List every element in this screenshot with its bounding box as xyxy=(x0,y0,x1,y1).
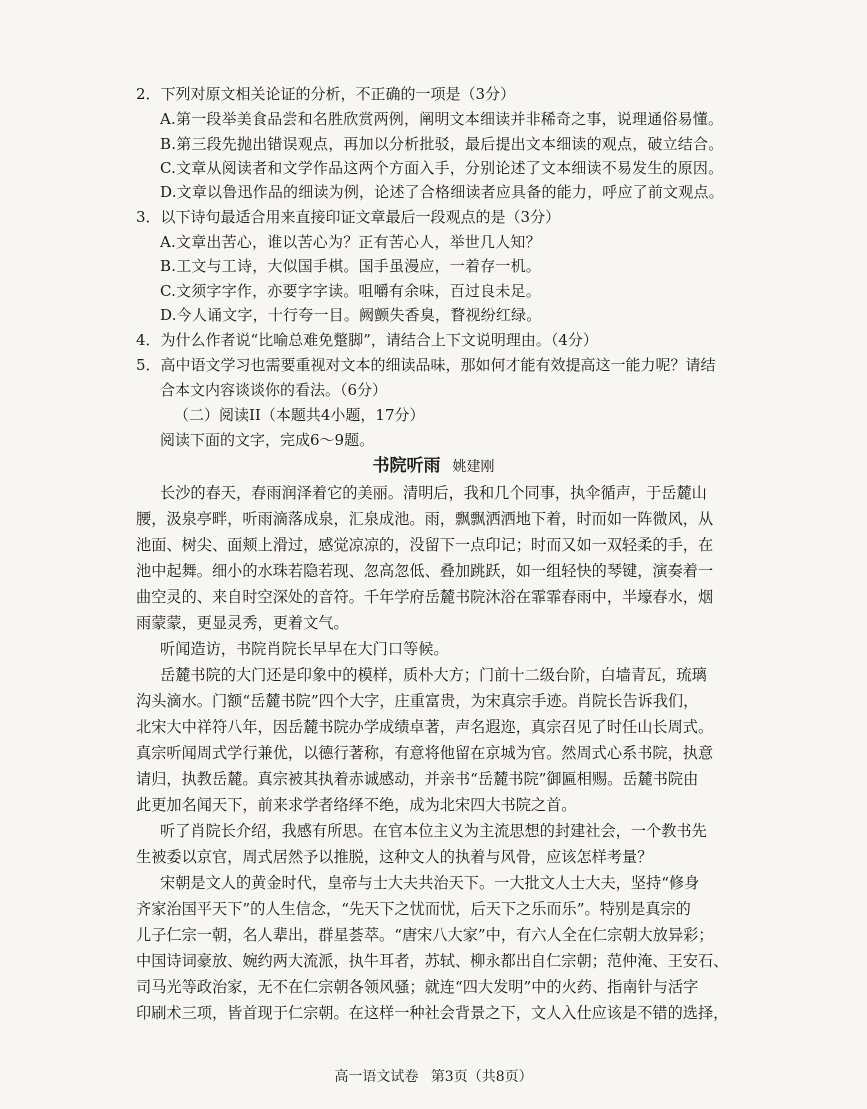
footer-exam-name: 高一语文试卷 xyxy=(334,1069,419,1085)
question-2-option-d: D.文章以鲁迅作品的细读为例，论述了合格细读者应具备的能力，呼应了前文观点。 xyxy=(160,183,724,201)
question-2-option-c: C.文章从阅读者和文学作品这两个方面入手，分别论述了文本细读不易发生的原因。 xyxy=(160,159,724,177)
passage-title: 书院听雨 xyxy=(372,456,441,476)
passage-line: 岳麓书院的大门还是印象中的模样，质朴大方；门前十二级台阶，白墙青瓦，琉璃 xyxy=(160,666,707,684)
passage-line: 北宋大中祥符八年，因岳麓书院办学成绩卓著，声名遐迩，真宗召见了时任山长周式。 xyxy=(136,718,714,736)
passage-line: 中国诗词豪放、婉约两大流派，执牛耳者，苏轼、柳永都出自仁宗朝；范仲淹、王安石、 xyxy=(136,952,729,970)
question-2-stem: 2．下列对原文相关论证的分析，不正确的一项是（3分） xyxy=(136,85,516,103)
question-3-option-c: C.文须字字作，亦要字字读。咀嚼有余味，百过良未足。 xyxy=(160,282,541,300)
question-5-stem: 5．高中语文学习也需要重视对文本的细读品味，那如何才能有效提高这一能力呢？请结 xyxy=(136,356,716,374)
passage-line: 曲空灵的、来自时空深处的音符。千年学府岳麓书院沐浴在霏霏春雨中，半壕春水，烟 xyxy=(136,588,714,606)
question-4-stem: 4．为什么作者说“比喻总难免蹩脚”，请结合上下文说明理由。（4分） xyxy=(136,331,598,349)
passage-line: 请归，执教岳麓。真宗被其执着赤诚感动，并亲书“岳麓书院”御匾相赐。岳麓书院由 xyxy=(136,770,699,788)
passage-line: 宋朝是文人的黄金时代，皇帝与士大夫共治天下。一大批文人士大夫，坚持“修身 xyxy=(160,874,700,892)
question-2-option-a: A.第一段举美食品尝和名胜欣赏两例，阐明文本细读并非稀奇之事，说理通俗易懂。 xyxy=(160,110,724,128)
passage-line: 池面、树尖、面颊上滑过，感觉凉凉的，没留下一点印记；时而又如一双轻柔的手，在 xyxy=(136,536,714,554)
passage-line: 池中起舞。细小的水珠若隐若现、忽高忽低、叠加跳跃，如一组轻快的琴键，演奏着一 xyxy=(136,562,714,580)
passage-line: 生被委以京官，周式居然予以推脱，这种文人的执着与风骨，应该怎样考量？ xyxy=(136,848,653,866)
passage-title-row xyxy=(0,455,867,478)
passage-line: 雨蒙蒙，更显灵秀，更着文气。 xyxy=(136,614,349,632)
passage-line: 司马光等政治家，无不在仁宗朝各领风骚；就连“四大发明”中的火药、指南针与活字 xyxy=(136,978,699,996)
passage-line: 齐家治国平天下”的人生信念，“先天下之忧而忧，后天下之乐而乐”。特别是真宗的 xyxy=(136,900,691,918)
passage-line: 真宗听闻周式学行兼优，以德行著称，有意将他留在京城为官。然周式心系书院，执意 xyxy=(136,744,714,762)
section-heading: （二）阅读II（本题共4小题，17分） xyxy=(174,406,425,424)
question-3-option-a: A.文章出苦心，谁以苦心为？正有苦心人，举世几人知？ xyxy=(160,233,541,251)
question-2-option-b: B.第三段先抛出错误观点，再加以分析批驳，最后提出文本细读的观点，破立结合。 xyxy=(160,135,724,153)
passage-line: 听闻造访，书院肖院长早早在大门口等候。 xyxy=(160,640,449,658)
question-3-option-d: D.今人诵文字，十行夸一目。阙颤失香臭，瞀视纷红绿。 xyxy=(160,306,542,324)
section-instruction: 阅读下面的文字，完成6～9题。 xyxy=(160,431,375,449)
question-3-stem: 3．以下诗句最适合用来直接印证文章最后一段观点的是（3分） xyxy=(136,208,561,226)
passage-line: 长沙的春天，春雨润泽着它的美丽。清明后，我和几个同事，执伞循声，于岳麓山 xyxy=(160,484,707,502)
question-3-option-b: B.工文与工诗，大似国手棋。国手虽漫应，一着存一机。 xyxy=(160,257,541,275)
passage-line: 听了肖院长介绍，我感有所思。在官本位主义为主流思想的封建社会，一个教书先 xyxy=(160,822,707,840)
passage-line: 沟头滴水。门额“岳麓书院”四个大字，庄重富贵，为宋真宗手迹。肖院长告诉我们， xyxy=(136,692,699,710)
passage-line: 此更加名闻天下，前来求学者络绎不绝，成为北宋四大书院之首。 xyxy=(136,796,577,814)
question-5-continuation: 合本文内容谈谈你的看法。（6分） xyxy=(160,381,388,399)
footer-page-number: 第3页（共8页） xyxy=(430,1069,533,1085)
passage-line: 腰，汲泉亭畔，听雨滴落成泉，汇泉成池。雨，飘飘洒洒地下着，时而如一阵微风，从 xyxy=(136,510,714,528)
page-footer xyxy=(0,1068,867,1086)
passage-line: 印刷术三项，皆首现于仁宗朝。在这样一种社会背景之下，文人入仕应该是不错的选择， xyxy=(136,1004,729,1022)
passage-author: 姚建刚 xyxy=(452,459,495,475)
passage-line: 儿子仁宗一朝，名人辈出，群星荟萃。“唐宋八大家”中，有六人全在仁宗朝大放异彩； xyxy=(136,926,714,944)
